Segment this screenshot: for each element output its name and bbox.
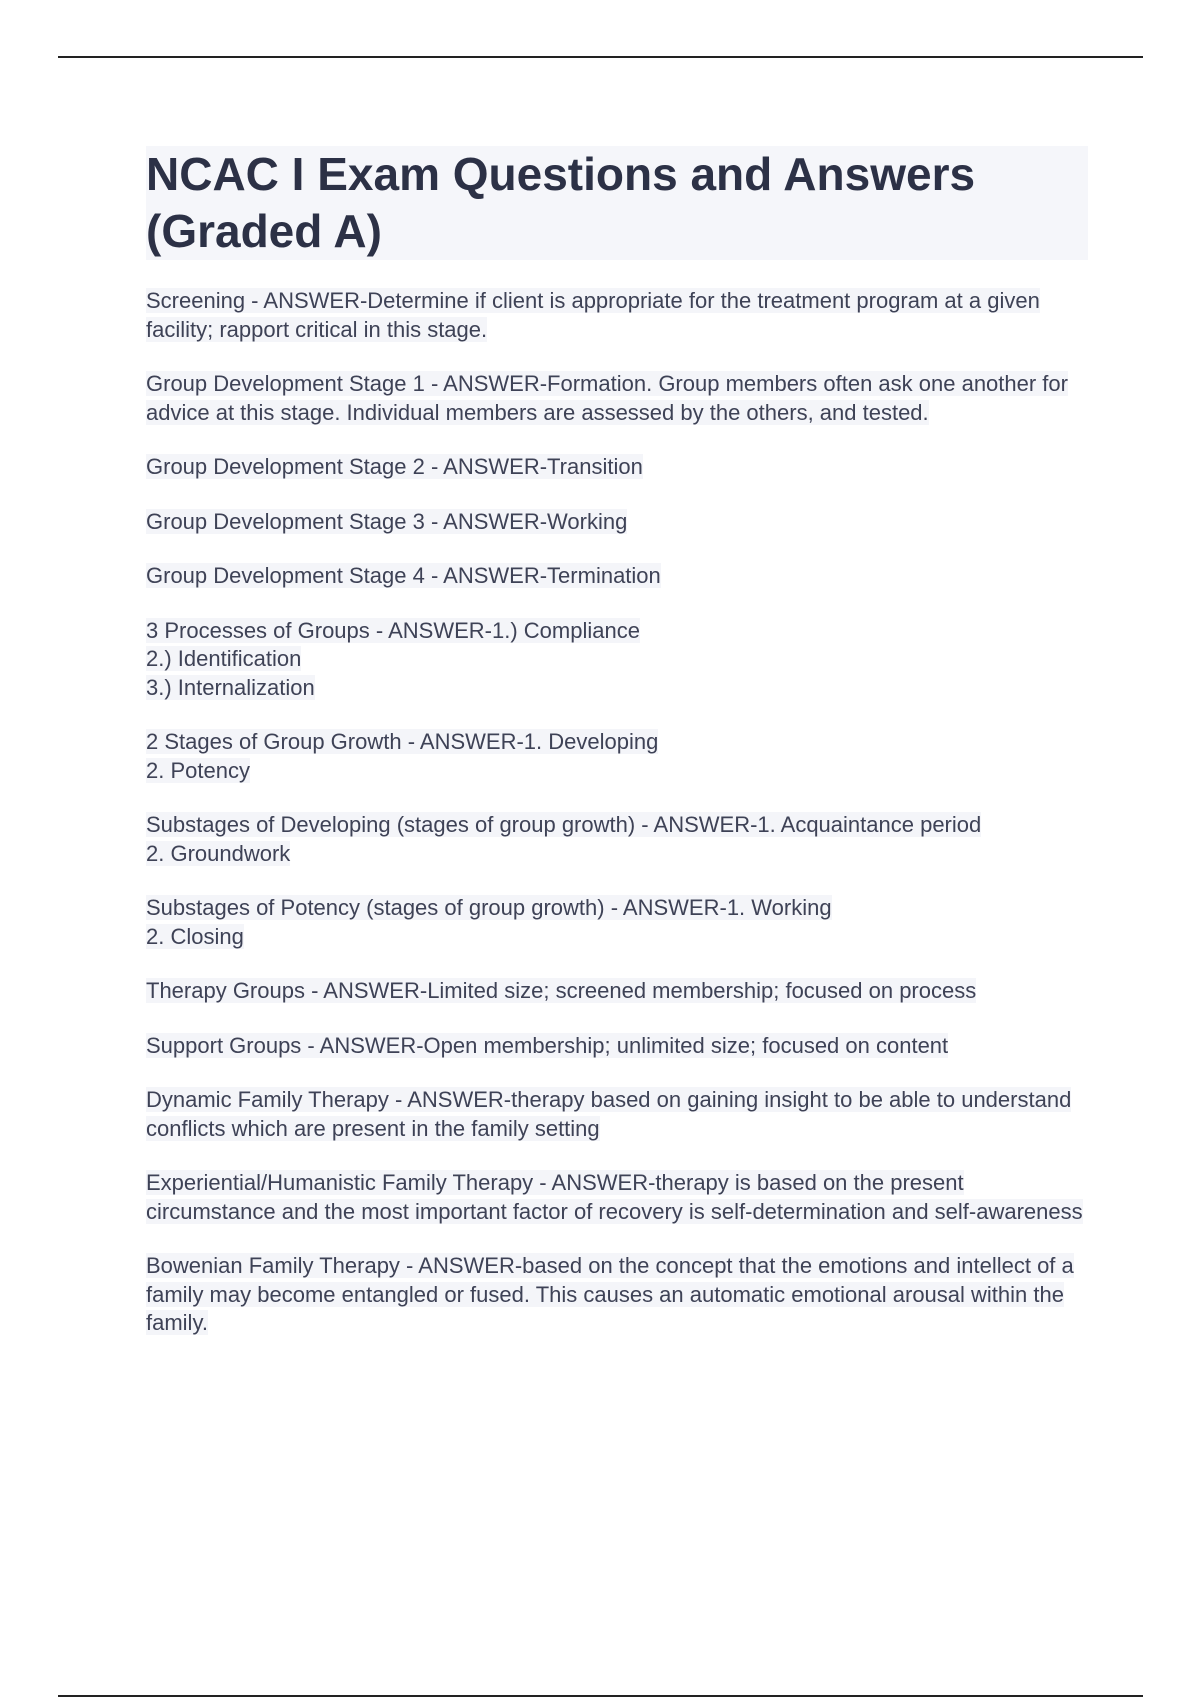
qa-item-text: Support Groups - ANSWER-Open membership; unlimited size; focused on content <box>146 1032 949 1058</box>
qa-item-stages-of-group-growth <box>146 728 1088 785</box>
qa-item-experiential-family-therapy <box>146 1169 1088 1226</box>
qa-item-text: Group Development Stage 4 - ANSWER-Termination <box>146 563 661 588</box>
qa-item-support-groups <box>146 1032 1088 1061</box>
qa-item-substages-potency <box>146 894 1088 951</box>
qa-item-text: 2 Stages of Group Growth - ANSWER-1. Developing 2. Potency <box>146 729 659 783</box>
qa-item-text: Bowenian Family Therapy - ANSWER-based on the concept that the emotions and intellect of a family may become entangled or fused. This causes an automatic emotional arousal within the family. <box>146 1253 1074 1335</box>
qa-item-bowenian-family-therapy <box>146 1252 1088 1338</box>
qa-item-substages-developing <box>146 811 1088 868</box>
header-rule <box>58 56 1143 58</box>
qa-item-dynamic-family-therapy <box>146 1086 1088 1143</box>
qa-item-text: Experiential/Humanistic Family Therapy - ANSWER-therapy is based on the present circumstance and the most important factor of recovery is self-determination and self-awareness <box>146 1170 1083 1224</box>
qa-item-text: 3 Processes of Groups - ANSWER-1.) Compliance 2.) Identification 3.) Internalization <box>146 617 640 700</box>
qa-item-text: Dynamic Family Therapy - ANSWER-therapy based on gaining insight to be able to understand conflicts which are present in the family setting <box>146 1087 1072 1141</box>
qa-item-text: Group Development Stage 1 - ANSWER-Formation. Group members often ask one another for advice at this stage. Individual members are assessed by the others, and tested. <box>146 371 1068 425</box>
qa-item-text: Group Development Stage 3 - ANSWER-Working <box>146 508 628 534</box>
qa-item-text: Therapy Groups - ANSWER-Limited size; screened membership; focused on process <box>146 978 977 1003</box>
qa-item-screening <box>146 287 1088 344</box>
qa-item-group-stage-3 <box>146 508 1088 537</box>
qa-item-text: Group Development Stage 2 - ANSWER-Transition <box>146 454 643 479</box>
qa-list <box>146 287 1088 1338</box>
qa-item-text: Screening - ANSWER-Determine if client is appropriate for the treatment program at a given facility; rapport critical in this stage. <box>146 288 1040 342</box>
qa-item-group-stage-4 <box>146 562 1088 591</box>
qa-item-text: Substages of Developing (stages of group growth) - ANSWER-1. Acquaintance period 2. Groundwork <box>146 812 982 866</box>
qa-item-group-stage-1 <box>146 370 1088 427</box>
qa-item-therapy-groups <box>146 977 1088 1006</box>
qa-item-group-stage-2 <box>146 453 1088 482</box>
document-title: NCAC I Exam Questions and Answers (Graded A) <box>146 146 1088 260</box>
qa-item-text: Substages of Potency (stages of group growth) - ANSWER-1. Working 2. Closing <box>146 895 832 949</box>
footer-rule <box>58 1695 1143 1697</box>
qa-item-processes-of-groups <box>146 617 1088 703</box>
document-body <box>146 146 1088 1364</box>
